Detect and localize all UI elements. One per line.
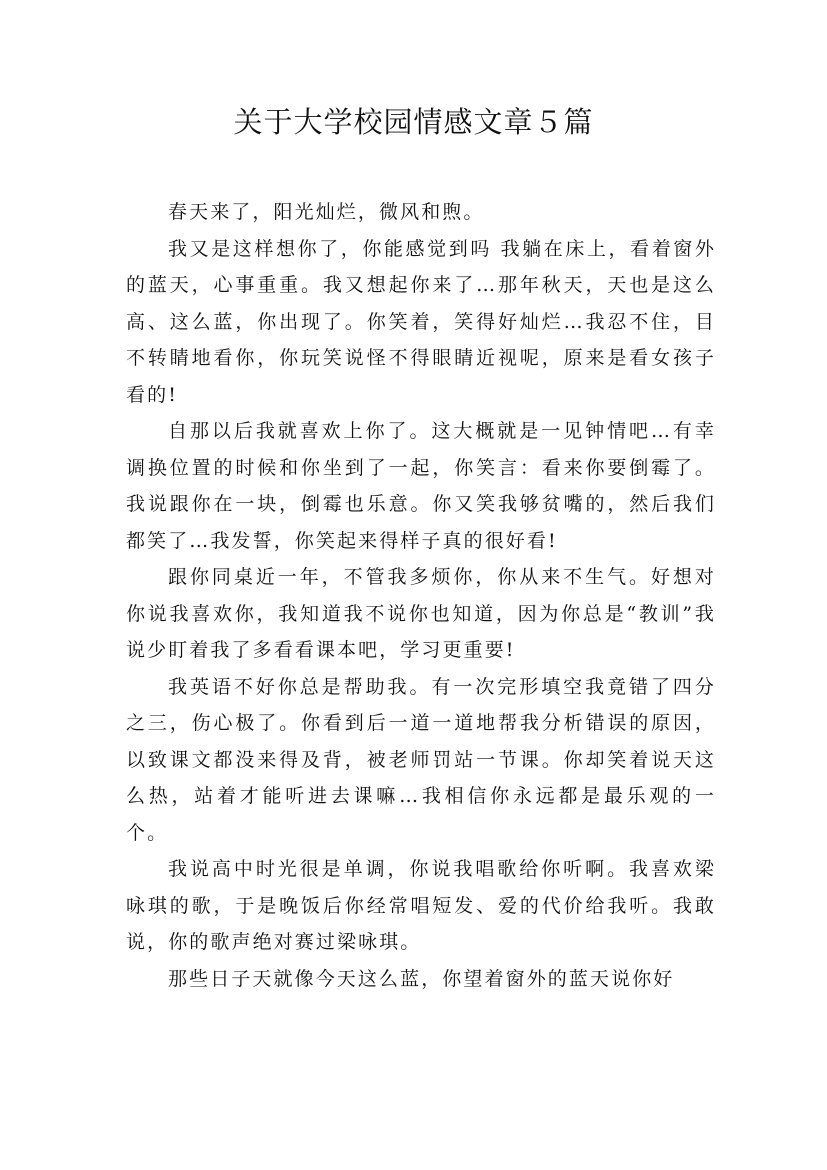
document-title: 关于大学校园情感文章５篇 xyxy=(233,105,594,139)
document-body xyxy=(126,194,716,997)
paragraph: 那些日子天就像今天这么蓝，你望着窗外的蓝天说你好 xyxy=(168,967,675,990)
paragraph: 自那以后我就喜欢上你了。这大概就是一见钟情吧…有幸调换位置的时候和你坐到了一起，你笑言：看来你要倒霉了。我说跟你在一块，倒霉也乐意。你又笑我够贫嘴的，然后我们都笑了…我发誓，你笑起来得样子真的很好看! xyxy=(126,420,716,552)
paragraph: 跟你同桌近一年，不管我多烦你，你从来不生气。好想对你说我喜欢你，我知道我不说你也知道，因为你总是“教训”我说少盯着我了多看看课本吧，学习更重要! xyxy=(126,566,716,661)
paragraph: 春天来了，阳光灿烂，微风和煦。 xyxy=(168,201,485,223)
paragraph: 我说高中时光很是单调，你说我唱歌给你听啊。我喜欢梁咏琪的歌，于是晚饭后你经常唱短发、爱的代价给我听。我敢说，你的歌声绝对赛过梁咏琪。 xyxy=(126,858,716,953)
paragraph: 我又是这样想你了，你能感觉到吗 我躺在床上，看着窗外的蓝天，心事重重。我又想起你来了…那年秋天，天也是这么高、这么蓝，你出现了。你笑着，笑得好灿烂…我忍不住，目不转睛地看你，你玩笑说怪不得眼睛近视呢，原来是看女孩子看的! xyxy=(126,237,716,406)
paragraph: 我英语不好你总是帮助我。有一次完形填空我竟错了四分之三，伤心极了。你看到后一道一道地帮我分析错误的原因，以致课文都没来得及背，被老师罚站一节课。你却笑着说天这么热，站着才能听进去课嘛…我相信你永远都是最乐观的一个。 xyxy=(126,675,716,844)
